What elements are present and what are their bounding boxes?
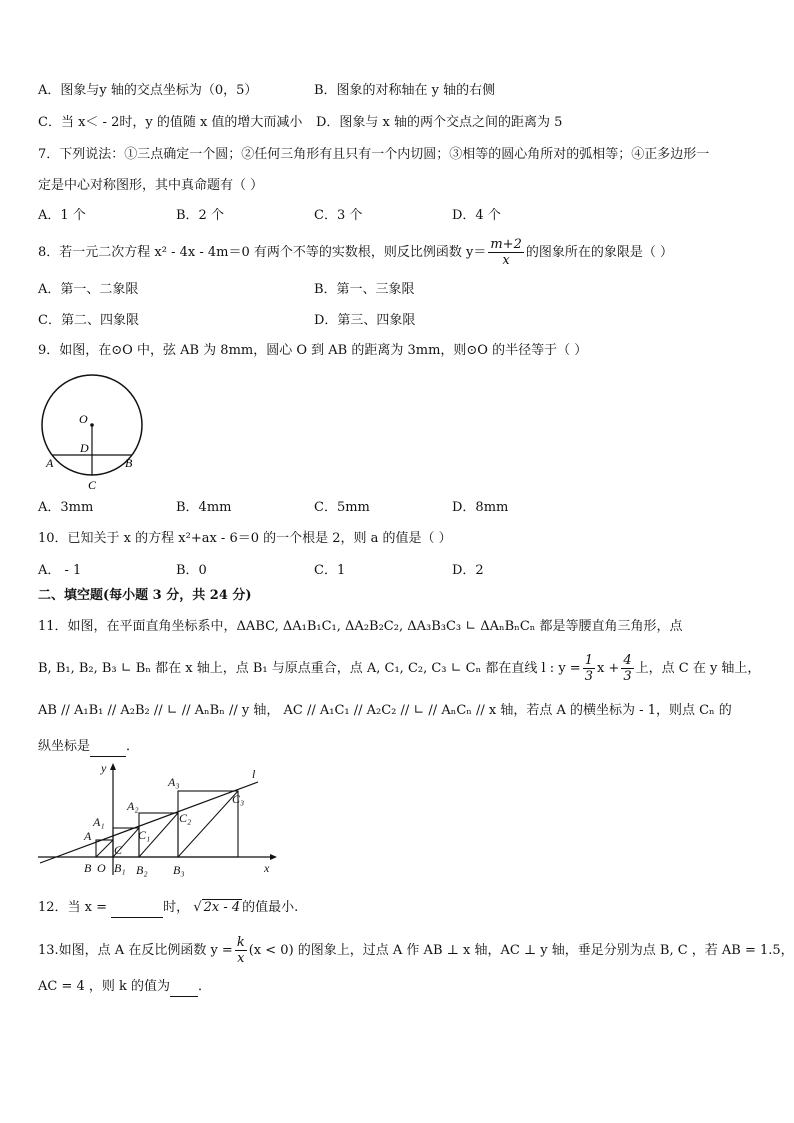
q7-option-a: A．1 个	[38, 208, 86, 223]
q11-label-y: y	[101, 761, 107, 775]
q9-label-d: D	[80, 441, 89, 455]
q11-frac1-num: 1	[584, 653, 593, 668]
q11-line2	[38, 652, 760, 686]
q11-label-c1: C₁	[138, 828, 151, 842]
q7-option-b: B．2 个	[176, 208, 224, 223]
q11-label-b: B	[84, 861, 92, 875]
q13-frac-den: x	[237, 951, 245, 966]
q11-label-a3: A₃	[168, 775, 180, 789]
q7-option-d: D．4 个	[452, 208, 501, 223]
q11-label-a2: A₂	[127, 799, 139, 813]
q10-option-c: C．1	[314, 563, 346, 578]
q11-line2-post: 上，点 C 在 y 轴上，	[635, 661, 761, 676]
q11-y-axis-arrow	[110, 763, 116, 770]
q9-label-o: O	[79, 412, 88, 426]
q9-label-a: A	[46, 456, 54, 470]
q6-option-d: D．图象与 x 轴的两个交点之间的距离为 5	[316, 115, 563, 130]
q11-line4-end: ．	[126, 739, 140, 754]
q11-line2-mid: x +	[596, 661, 620, 676]
q11-label-c: C	[114, 843, 123, 857]
q11-label-l: l	[252, 767, 256, 781]
q11-label-b2: B₂	[136, 863, 148, 877]
q8-fraction	[488, 237, 524, 268]
q11-label-a1: A₁	[93, 815, 105, 829]
q13-pre: 13.如图，点 A 在反比例函数 y =	[38, 943, 233, 958]
q9-circle-figure	[36, 366, 148, 494]
q11-label-x: x	[264, 861, 270, 875]
q9-stem: 9．如图，在⊙O 中，弦 AB 为 8mm，圆心 O 到 AB 的距离为 3mm，则⊙O 的半径等于（ ）	[38, 343, 588, 358]
q11-line2-pre: B, B₁, B₂, B₃ ∟ Bₙ 都在 x 轴上，点 B₁ 与原点重合，点 A, C₁, C₂, C₃ ∟ Cₙ 都在直线 l : y =	[38, 661, 581, 676]
q6-option-a: A．图象与y 轴的交点坐标为（0，5）	[38, 83, 258, 98]
q11-line4	[38, 738, 139, 757]
q11-coordinate-figure	[34, 760, 284, 880]
q13-line2	[38, 978, 211, 997]
q6-option-b: B．图象的对称轴在 y 轴的右侧	[314, 83, 496, 98]
q8-option-d: D．第三、四象限	[314, 313, 416, 328]
q9-option-d: D．8mm	[452, 500, 509, 515]
q11-label-o: O	[97, 861, 106, 875]
q8-option-c: C．第二、四象限	[38, 313, 139, 328]
q9-option-c: C．5mm	[314, 500, 370, 515]
q7-stem-line2: 定是中心对称图形，其中真命题有（ ）	[38, 178, 264, 193]
q11-frac2-num: 4	[623, 653, 632, 668]
section-fill-blank-title: 二、填空题(每小题 3 分，共 24 分)	[38, 588, 252, 603]
q12-stem	[38, 899, 298, 918]
q12-radicand: 2x - 4	[203, 900, 241, 915]
q7-stem-line1: 7．下列说法：①三点确定一个圆；②任何三角形有且只有一个内切圆；③相等的圆心角所对的弧相等；④正多边形一	[38, 147, 710, 162]
q11-label-c3: C₃	[232, 792, 245, 806]
q8-frac-den: x	[502, 253, 510, 268]
q11-line1: 11．如图，在平面直角坐标系中，ΔABC, ΔA₁B₁C₁, ΔA₂B₂C₂, ΔA₃B₃C₃ ∟ ΔAₙBₙCₙ 都是等腰直角三角形，点	[38, 619, 683, 634]
q12-answer-blank[interactable]	[111, 899, 163, 918]
q12-post: 的值最小.	[242, 900, 299, 915]
q13-line1	[38, 934, 794, 968]
q8-stem-pre: 8．若一元二次方程 x² - 4x - 4m＝0 有两个不等的实数根，则反比例函数 y＝	[38, 245, 487, 260]
q11-label-b3: B₃	[173, 863, 185, 877]
q11-fraction-1	[583, 653, 595, 684]
q10-option-b: B．0	[176, 563, 207, 578]
q11-answer-blank[interactable]	[90, 738, 126, 757]
q8-option-b: B．第一、三象限	[314, 282, 415, 297]
q9-option-b: B．4mm	[176, 500, 232, 515]
q12-mid: 时，	[163, 900, 190, 915]
q10-stem: 10．已知关于 x 的方程 x²+ax - 6＝0 的一个根是 2，则 a 的值是（ ）	[38, 531, 452, 546]
q12-sqrt-sign: √	[193, 900, 202, 915]
q13-frac-num: k	[236, 935, 245, 950]
q12-sqrt	[193, 899, 242, 917]
q13-answer-blank[interactable]	[170, 978, 198, 997]
q8-stem	[38, 236, 673, 270]
q11-fraction-2	[621, 653, 633, 684]
q9-label-b: B	[125, 456, 133, 470]
q13-line1-post: (x < 0) 的图象上，过点 A 作 AB ⊥ x 轴，AC ⊥ y 轴，垂足分别为点 B, C ，若 AB = 1.5，	[248, 943, 794, 958]
q11-label-b1: B₁	[114, 861, 126, 875]
q11-frac1-den: 3	[584, 669, 593, 684]
q6-option-c: C．当 x＜ - 2时，y 的值随 x 值的增大而减小	[38, 115, 303, 130]
q8-stem-post: 的图象所在的象限是（ ）	[525, 245, 673, 260]
q8-frac-num: m+2	[490, 237, 522, 252]
q11-frac2-den: 3	[623, 669, 632, 684]
q11-x-axis-arrow	[270, 854, 277, 860]
q10-option-a: A． - 1	[38, 563, 82, 578]
q12-pre: 12．当 x =	[38, 900, 108, 915]
q8-option-a: A．第一、二象限	[38, 282, 139, 297]
q7-option-c: C．3 个	[314, 208, 363, 223]
q11-line3: AB // A₁B₁ // A₂B₂ // ∟ // AₙBₙ // y 轴， AC // A₁C₁ // A₂C₂ // ∟ // AₙCₙ // x 轴，若点 A 的横坐标为 - 1，则点 Cₙ 的	[38, 703, 732, 718]
q10-option-d: D．2	[452, 563, 484, 578]
q11-hyp-abc	[96, 840, 113, 857]
q9-option-a: A．3mm	[38, 500, 94, 515]
q9-label-c: C	[88, 478, 97, 492]
q11-label-c2: C₂	[179, 811, 192, 825]
q13-line2-text: AC = 4 ，则 k 的值为	[38, 979, 171, 994]
q11-line-l	[40, 782, 258, 863]
q13-line2-end: ．	[198, 979, 212, 994]
q11-label-a: A	[84, 829, 92, 843]
q11-line4-text: 纵坐标是	[38, 739, 91, 754]
q13-fraction	[235, 935, 247, 966]
q9-center-dot	[90, 423, 94, 427]
